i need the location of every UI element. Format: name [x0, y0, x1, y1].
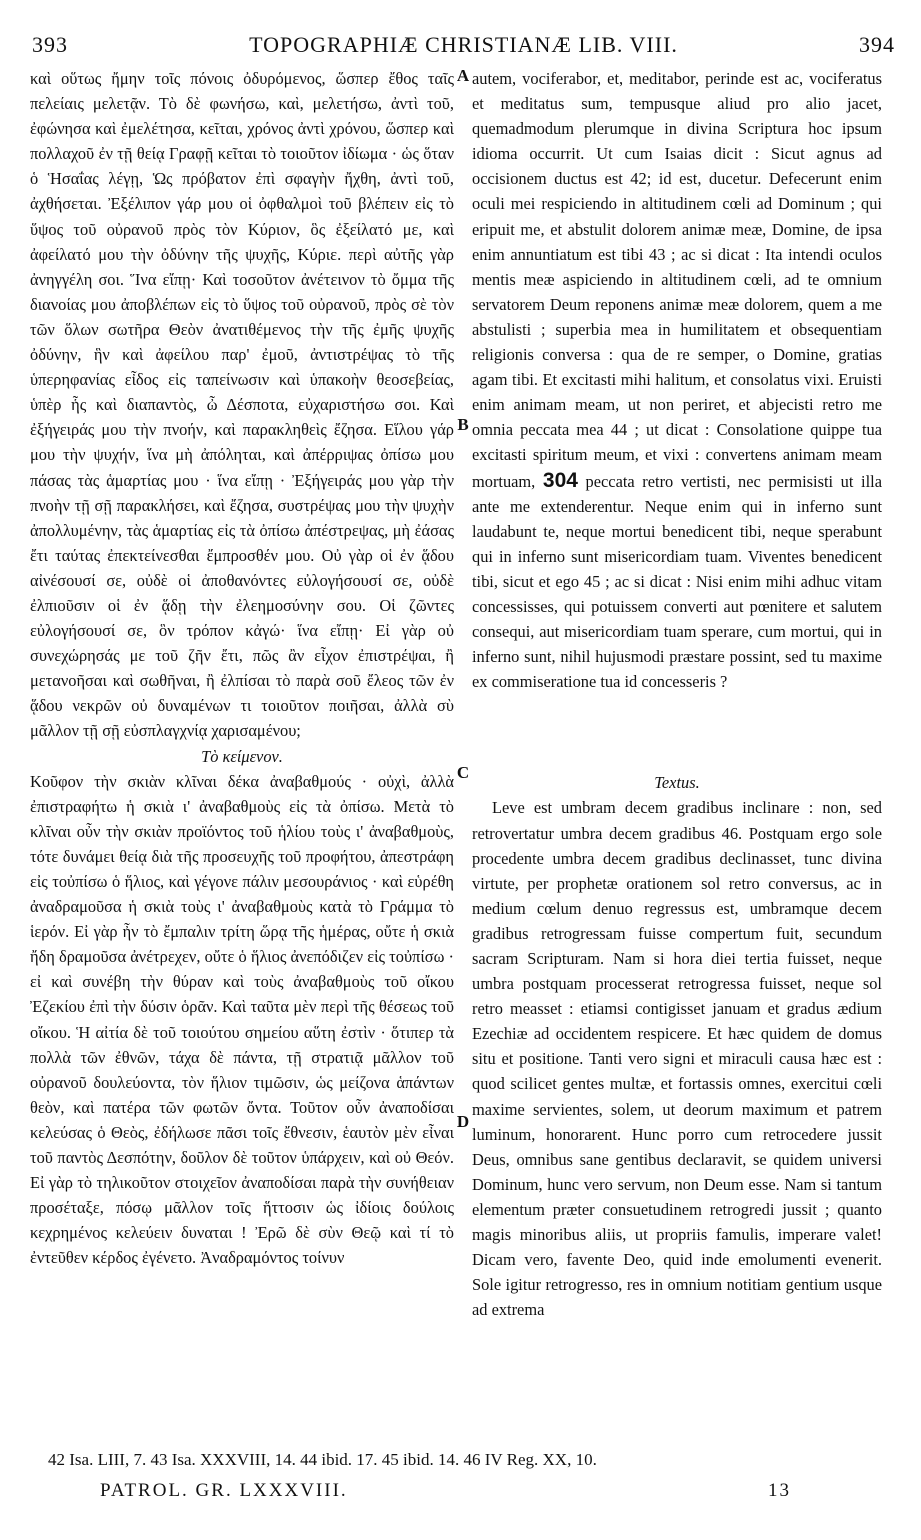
- greek-column: [30, 66, 454, 1438]
- footnotes: 42 Isa. LIII, 7. 43 Isa. XXXVIII, 14. 44 ibid. 17. 45 ibid. 14. 46 IV Reg. XX, 10.: [48, 1450, 597, 1469]
- latin-column: [472, 66, 882, 1438]
- latin-paragraph: Leve est umbram decem gradibus inclinare : non, sed retrovertatur umbra decem gradibus 46. Postquam ergo sole procedente umbra decem gradibus declinasset, tunc divina virtute, per prophetæ orationem sol retro conversus, ac in medium cœlum denuo regressus est, umbramque decem gradibus retrogressam fuisse compertum fuit, secundum sacram Scripturam. Nam si hora diei tertia fuisset, neque umbra postquam processerat retrogressa fuisset, neque sol retro measset : etiamsi contigisset januam et gradus ædium Ezechiæ ad occidentem respicere. Et hæc quidem de domus situ et positione. Tanti vero signi et miraculi causa hæc est : quod scilicet gentes multæ, et fortassis omnes, exercitui cœli maxime servientes, solem, ut deorum maximum et patrem luminum, honorarent. Hunc porro cum retrocedere jussit Deus, omnibus sane gentibus declaravit, se quidem universi Dominum, hunc vero servum, non Deum esse. Nam si tantum elementum præter consuetudinem retrogredi jussit ; quanto magis minoribus aliis, ut propriis famulis, imperare valet! Dicam vero, favente Deo, quid inde emolumenti evenerit. Sole igitur retrogresso, res in omnium notitiam gentium usque ad extrema: [472, 798, 882, 1320]
- margin-marker-c: C: [456, 763, 470, 782]
- signature-mark: 13: [768, 1480, 791, 1501]
- greek-paragraph: καὶ οὕτως ἤμην τοῖς πόνοις ὀδυρόμενος, ὥσπερ ἔθος ταῖς πελείαις μελετᾷν. Τὸ δὲ φωνήσω, καὶ, μελετήσω, ἀντὶ τοῦ, ἐφώνησα καὶ ἐμελέτησα, κεῖται, χρόνος ἀντὶ χρόνου, ὥσπερ καὶ πολλαχοῦ ἐν τῇ θείᾳ Γραφῇ κεῖται τὸ τοιοῦτον ἰδίωμα · ὡς ὅταν ὁ Ἡσαΐας λέγῃ, Ὡς πρόβατον ἐπὶ σφαγὴν ἤχθη, ἀντὶ τοῦ, ἀχθήσεται. Ἐξέλιπον γάρ μου οἱ ὀφθαλμοὶ τοῦ βλέπειν εἰς τὸ ὕψος τοῦ οὐρανοῦ πρὸς τὸν Κύριον, ὃς ἐξείλατό με, καὶ ἀφείλατό μου τὴν ὀδύνην τῆς ψυχῆς, Κύριε. περὶ αὐτῆς γὰρ ἀνηγγέλη σοι. Ἵνα εἴπῃ· Καὶ τοσοῦτον ἀνέτεινον τὸ ὄμμα τῆς διανοίας μου ἀποβλέπων εἰς τὸ ὕψος τοῦ οὐρανοῦ, πρὸς σὲ τὸν τῶν ὅλων σωτῆρα Θεὸν ἀνατιθέμενος τὴν τῆς ἐμῆς ψυχῆς ὀδύνην, ἣν καὶ ἀφείλου παρ' ἐμοῦ, ἀντιστρέψας τὸ τῆς ὑπερηφανίας εἶδος εἰς ταπείνωσιν καὶ ὑπακοὴν θεοσεβείας, ὑπὲρ ἧς καὶ διαπαντὸς, ὦ Δέσποτα, εὐχαριστήσω σοι. Καὶ ἐξήγειράς μου τὴν πνοήν, καὶ παρακληθεὶς ἔζησα. Εἵλου γάρ μου τὴν ψυχήν, ἵνα μὴ ἀπόληται, καὶ ἀπέρριψας ὀπίσω μου πάσας τὰς ἁμαρτίας μου · ἵνα εἴπῃ · Ἐξήγειράς μου γὰρ τὴν πνοὴν τῇ σῇ παρακλήσει, καὶ ἔζησα, συστρέψας μου τὴν ψυχὴν ἀπολλυμένην, τὰς ἁμαρτίας εἰς τὰ ὀπίσω ἀπέστρεψας, μὴ ἐάσας ἔτι ταύτας ἐπεκτείνεσθαι ἔμπροσθέν μου. Οὐ γὰρ οἱ ἐν ᾅδου αἰνέσουσί σε, οὐδὲ οἱ ἀποθανόντες εὐλογήσουσί σε, οὐδὲ ἐλπιοῦσιν οἱ ἐν ᾅδῃ τὴν ἐλεημοσύνην σου. Οἱ ζῶντες εὐλογήσουσί σε, ὃν τρόπον κἀγώ· ἵνα εἴπῃ· Εἰ γὰρ οὐ συνεχώρησάς με τοῦ ζῆν ἔτι, πῶς ἂν εἶχον ἐπιστρέψαι, ἢ μετανοῆσαι καὶ σωθῆναι, ἢ ἐλπίσαι τὸ παρὰ σοῦ ἔλεος τῶν ἐν ᾅδου νεκρῶν οὐ δυναμένων τι τοιοῦτον ποιῆσαι, ἀλλὰ σὺ μᾶλλον τῇ σῇ εὐσπλαγχνίᾳ χαρισαμένου;: [30, 69, 454, 741]
- latin-paragraph-text: autem, vociferabor, et, meditabor, perinde est ac, vociferatus et meditatus sum, tempusque aliud pro alio jacet, quemadmodum plerumque in divina Scriptura hoc ipsum idioma occurrit. Ut cum Isaias dicit : Sicut agnus ad occisionem ductus est 42; id est, ducetur. Defecerunt enim oculi mei respiciendo in altitudinem cœli ad Dominum ; qui eripuit me, et abstulit dolorem animæ meæ, Domine, de ipsa enim annuntiatum est tibi 43 ; ac si dicat : Ita intendi oculos mentis meæ aspiciendo in altitudinem cœli, ad te omnium servatorem Deum reponens animæ meæ dolorem, quem a me abstulisti ; superbia mea in humilitatem et obsequentiam religionis conversa : qua de re semper, o Domine, gratias agam tibi. Et excitasti mihi halitum, et consolatus vixi. Eruisti enim animam meam, ut non periret, et abjecisti retro me omnia peccata mea 44 ; ut dicat : Consolatione quippe tua excitasti spiritum meum, et vixi : convertens animam meam mortuam,: [472, 69, 882, 491]
- latin-section-heading: Textus.: [654, 773, 700, 793]
- column-number: 304: [542, 468, 578, 492]
- section-gap: [472, 694, 882, 770]
- margin-marker-a: A: [456, 66, 470, 85]
- greek-section-heading: Τὸ κείμενον.: [201, 746, 283, 766]
- margin-marker-d: D: [456, 1112, 470, 1131]
- running-header: [32, 32, 895, 58]
- series-title: PATROL. GR. LXXXVIII.: [100, 1480, 348, 1501]
- latin-paragraph-text: peccata retro vertisti, nec permisisti ut illa ante me extenderentur. Neque enim qui in inferno sunt laudabunt te, neque mortui benedicent tibi, neque sperabunt qui in inferno sunt misericordiam tuam. Viventes benedicent tibi, sicut et ego 45 ; ac si dicat : Nisi enim mihi adhuc vitam concessisses, qui potuissem converti aut pœnitere et salutem consequi, aut misericordiam tuam sperare, cum mortui, qui in inferno sunt, nihil hujusmodi præstare possint, sed tu maxime ex commiseratione tua id concesseris ?: [472, 471, 882, 692]
- greek-paragraph: Κοῦφον τὴν σκιὰν κλῖναι δέκα ἀναβαθμούς · οὐχὶ, ἀλλὰ ἐπιστραφήτω ἡ σκιὰ ι' ἀναβαθμοὺς εἰς τὰ ὀπίσω. Μετὰ τὸ κλῖναι οὖν τὴν σκιὰν προϊόντος τοῦ ἡλίου τοὺς ι' ἀναβαθμοὺς, τότε δυνάμει θείᾳ διὰ τῆς προσευχῆς τοῦ προφήτου, ἀπεστράφη εἰς τοὐπίσω ὁ ἥλιος, καὶ γέγονε πάλιν μεσουράνιος · καὶ εὑρέθη ἀναδραμοῦσα ἡ σκιὰ τοὺς ι' ἀναβαθμοὺς κατὰ τὸ Γράμμα τὸ ἱερόν. Εἰ γὰρ ἦν τὸ ἔμπαλιν τρίτη ὥρᾳ τῆς ἡμέρας, οὔτε ἡ σκιὰ ἤδη δραμοῦσα ἀνέτρεχεν, οὔτε ὁ ἥλιος ἀνεπόδιζεν εἰς τοὐπίσω · εἰ καὶ συνέβη τὴν θύραν καὶ τοὺς ἀναβαθμοὺς τοῦ οἴκου Ἐζεκίου ἐπὶ τὴν δύσιν ὁρᾶν. Καὶ ταῦτα μὲν περὶ τῆς θέσεως τοῦ οἴκου. Ἡ αἰτία δὲ τοῦ τοιούτου σημείου αὕτη ἐστὶν · ὅτιπερ τὰ πολλὰ τῶν ἐθνῶν, τάχα δὲ πάντα, τῇ στρατιᾷ μᾶλλον τοῦ οὐρανοῦ δουλεύοντα, τὸν ἥλιον τιμῶσιν, ὡς μείζονα ἁπάντων θεὸν, καὶ πατέρα τῶν φωτῶν ὄντα. Τοῦτον οὖν ἀναποδίσαι κελεύσας ὁ Θεὸς, ἐδήλωσε πᾶσι τοῖς ἔθνεσιν, ἑαυτὸν μὲν εἶναι τοῦ παντὸς Δεσπότην, δοῦλον δὲ τοῦτον ὑπάρχειν, καὶ οὐ Θεόν. Εἰ γὰρ τὸ τηλικοῦτον στοιχεῖον ἀναποδίσαι παρὰ τὴν συνήθειαν προσέταξε, πόσῳ μᾶλλον τοῖς ἥττοσιν ὡς ἰδίοις δούλοις κεχρημένος κελεύειν δυναται ! Ἐρῶ δὲ σὺν Θεῷ καὶ τί τὸ ἐντεῦθεν κέρδος ἐγένετο. Ἀναδραμόντος τοίνυν: [30, 771, 454, 1268]
- margin-marker-b: B: [457, 415, 469, 434]
- running-title: TOPOGRAPHIÆ CHRISTIANÆ LIB. VIII.: [249, 32, 678, 57]
- latin-paragraph: [472, 66, 882, 694]
- right-page-number: 394: [858, 32, 895, 57]
- left-page-number: 393: [32, 32, 68, 57]
- page-footer: [100, 1480, 791, 1502]
